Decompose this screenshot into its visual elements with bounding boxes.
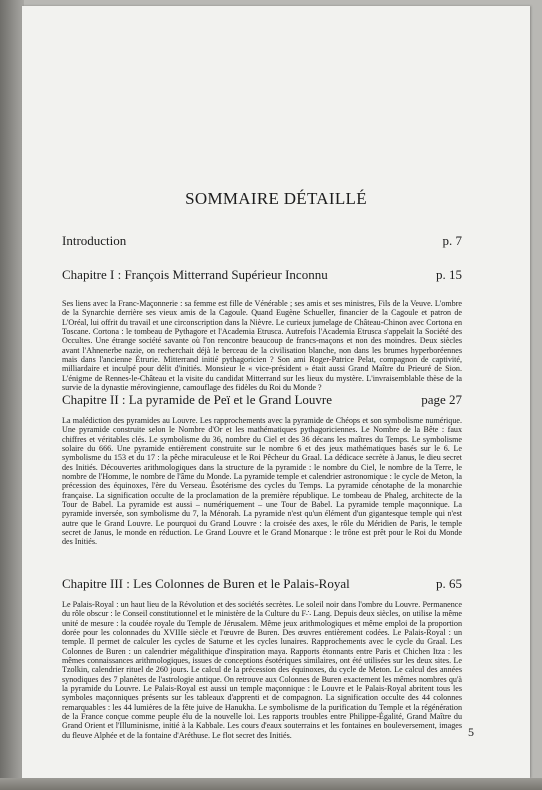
page-title: SOMMAIRE DÉTAILLÉ: [185, 189, 367, 208]
toc-entry-label: Chapitre III : Les Colonnes de Buren et le Palais-Royal: [62, 576, 350, 591]
table-surface: [0, 778, 542, 790]
toc-entry-label: Introduction: [62, 233, 127, 248]
toc-entry-page: page 27: [421, 392, 462, 407]
toc-entry-page: p. 15: [436, 267, 462, 282]
page-number: 5: [468, 725, 474, 739]
chapter-1-summary: Ses liens avec la Franc-Maçonnerie : sa femme est fille de Vénérable ; ses amis et ses ministres, Fils de la Veuve. L'ombre de la Synarchie derrière ses vieux amis de la Cagoule. Quand Eugène Schueller, financier de la Cagoule et patron de L'Oréal, lui offrit du travail et une circonscription dans la Nièvre. Le curieux jumelage de Château-Chinon avec Cortona en Toscane. Cortona : le tombeau de Pythagore et l'Academia Etrusca. Autrefois l'Academia Etrusca s'appelait la Société des Occultes. Une étrange société savante où l'on rencontre beaucoup de francs-maçons et non des moindres. Deux siècles avant l'Ahnenerbe nazie, on recherchait déjà le berceau de la civilisation blanche, non dans les brumes hyperboréennes mais dans l'ancienne Étrurie. Mitterrand initié pythagoricien ? Son ami Roger-Patrice Pelat, compagnon de captivité, milliardaire et inculpé pour délit d'initiés. Monsieur le « vice-président » était aussi Grand Maître du Prieuré de Sion. L'énigme de Rennes-le-Château et la visite du candidat Mitterrand sur les lieux du mystère. L'invraisemblable thèse de la survie de la dynastie mérovingienne, camouflage des fidèles du Roi du Monde ?: [62, 299, 462, 393]
chapter-3-summary: Le Palais-Royal : un haut lieu de la Révolution et des sociétés secrètes. Le soleil noir dans l'ombre du Louvre. Permanence du rôle obscur : le Conseil constitutionnel et le ministère de la Culture du F∴ Lang. Depuis deux siècles, on utilise la même unité de mesure : la coudée royale du Temple de Jérusalem. Même jeux arithmologiques et même emploi de la proportion dorée pour les colonnades du XVIIIe siècle et l'œuvre de Buren. Des œuvres entièrement codées. Le Palais-Royal : un temple. Il permet de calculer les cycles de Saturne et les cycles lunaires. Rapprochements avec le cycle du Graal. Les Colonnes de Buren : un calendrier mégalithique d'inspiration maya. Rapports étonnants entre Paris et Chichen Itza : les mêmes connaissances arithmologiques, issues de conceptions ésotériques similaires, ont été utilisées sur les deux sites. Le Tzolkin, calendrier rituel de 260 jours. Le calcul de la précession des équinoxes, du cycle de Meton. Le calcul des années synodiques des 7 planètes de l'astrologie antique. On retrouve aux Colonnes de Buren exactement les mêmes nombres qu'à la pyramide du Louvre. Le Palais-Royal est aussi un temple maçonnique : le Louvre et le Palais-Royal abritent tous les symboles maçonniques présents sur les tableaux d'apprenti et de compagnon. La signification occulte des 44 colonnes remarquables : les 44 lumières de la fête juive de Hanukha. Le symbolisme de la purification du Temple et la régénération de la France conçue comme peuple élu de la nouvelle loi. Les rapports troubles entre Philippe-Égalité, Grand Maître du Grand Orient et l'Illuminisme, initié à la Kabbale. Les cours d'eaux souterrains et les fontaines en bouleversement, images du fleuve Alphée et de la fontaine d'Aréthuse. Le flot secret des Initiés.: [62, 600, 462, 740]
toc-entry-label: Chapitre I : François Mitterrand Supérieur Inconnu: [62, 267, 328, 282]
toc-entry-page: p. 7: [442, 233, 462, 248]
book-gutter-shadow: [0, 0, 24, 790]
book-page: [22, 6, 530, 778]
toc-entry-page: p. 65: [436, 576, 462, 591]
chapter-2-summary: La malédiction des pyramides au Louvre. Les rapprochements avec la pyramide de Chéops et son symbolisme numérique. Une pyramide construite selon le Nombre d'Or et les mathématiques pythagoriciennes. Le Nombre de la Bête : faux chiffres et véritables clés. Le symbolisme du 36, nombre du Ciel et des 36 décans les maîtres du Temps. Le symbolisme solaire du 666. Une pyramide entièrement construite sur le nombre 6 et des jeux mathématiques basés sur le 6. Le symbolisme du 153 et du 17 : la pêche miraculeuse et le Roi Pêcheur du Graal. La dédicace secrète à Janus, le dieu secret des Initiés. Découvertes arithmologiques dans la structure de la pyramide : le nombre du Ciel, le nombre de la Terre, le nombre de l'Homme, le nombre de l'âme du Monde. La pyramide temple et calendrier astronomique : le cycle de Meton, la précession des équinoxes, l'ère du Verseau. Ésotérisme des cycles du Temps. La pyramide cénotaphe de la monarchie française. La signification occulte de la proclamation de la première république. Le tombeau de Phaleg, architecte de la Tour de Babel. La pyramide est aussi – numériquement – une Tour de Babel. La pyramide temple maçonnique. La pyramide inversée, son symbolisme du 7, la Ménorah. La pyramide n'est qu'un élément d'un gigantesque temple qui n'est autre que le Grand Louvre. Le pourquoi du Grand Louvre : la croisée des axes, le rôle du Méridien de Paris, le temple secret de Janus, le monde en réduction. Le Grand Louvre et le Grand Monarque : le trône est prêt pour le Roi du Monde des Initiés.: [62, 416, 462, 547]
toc-entry-label: Chapitre II : La pyramide de Peï et le Grand Louvre: [62, 392, 333, 407]
